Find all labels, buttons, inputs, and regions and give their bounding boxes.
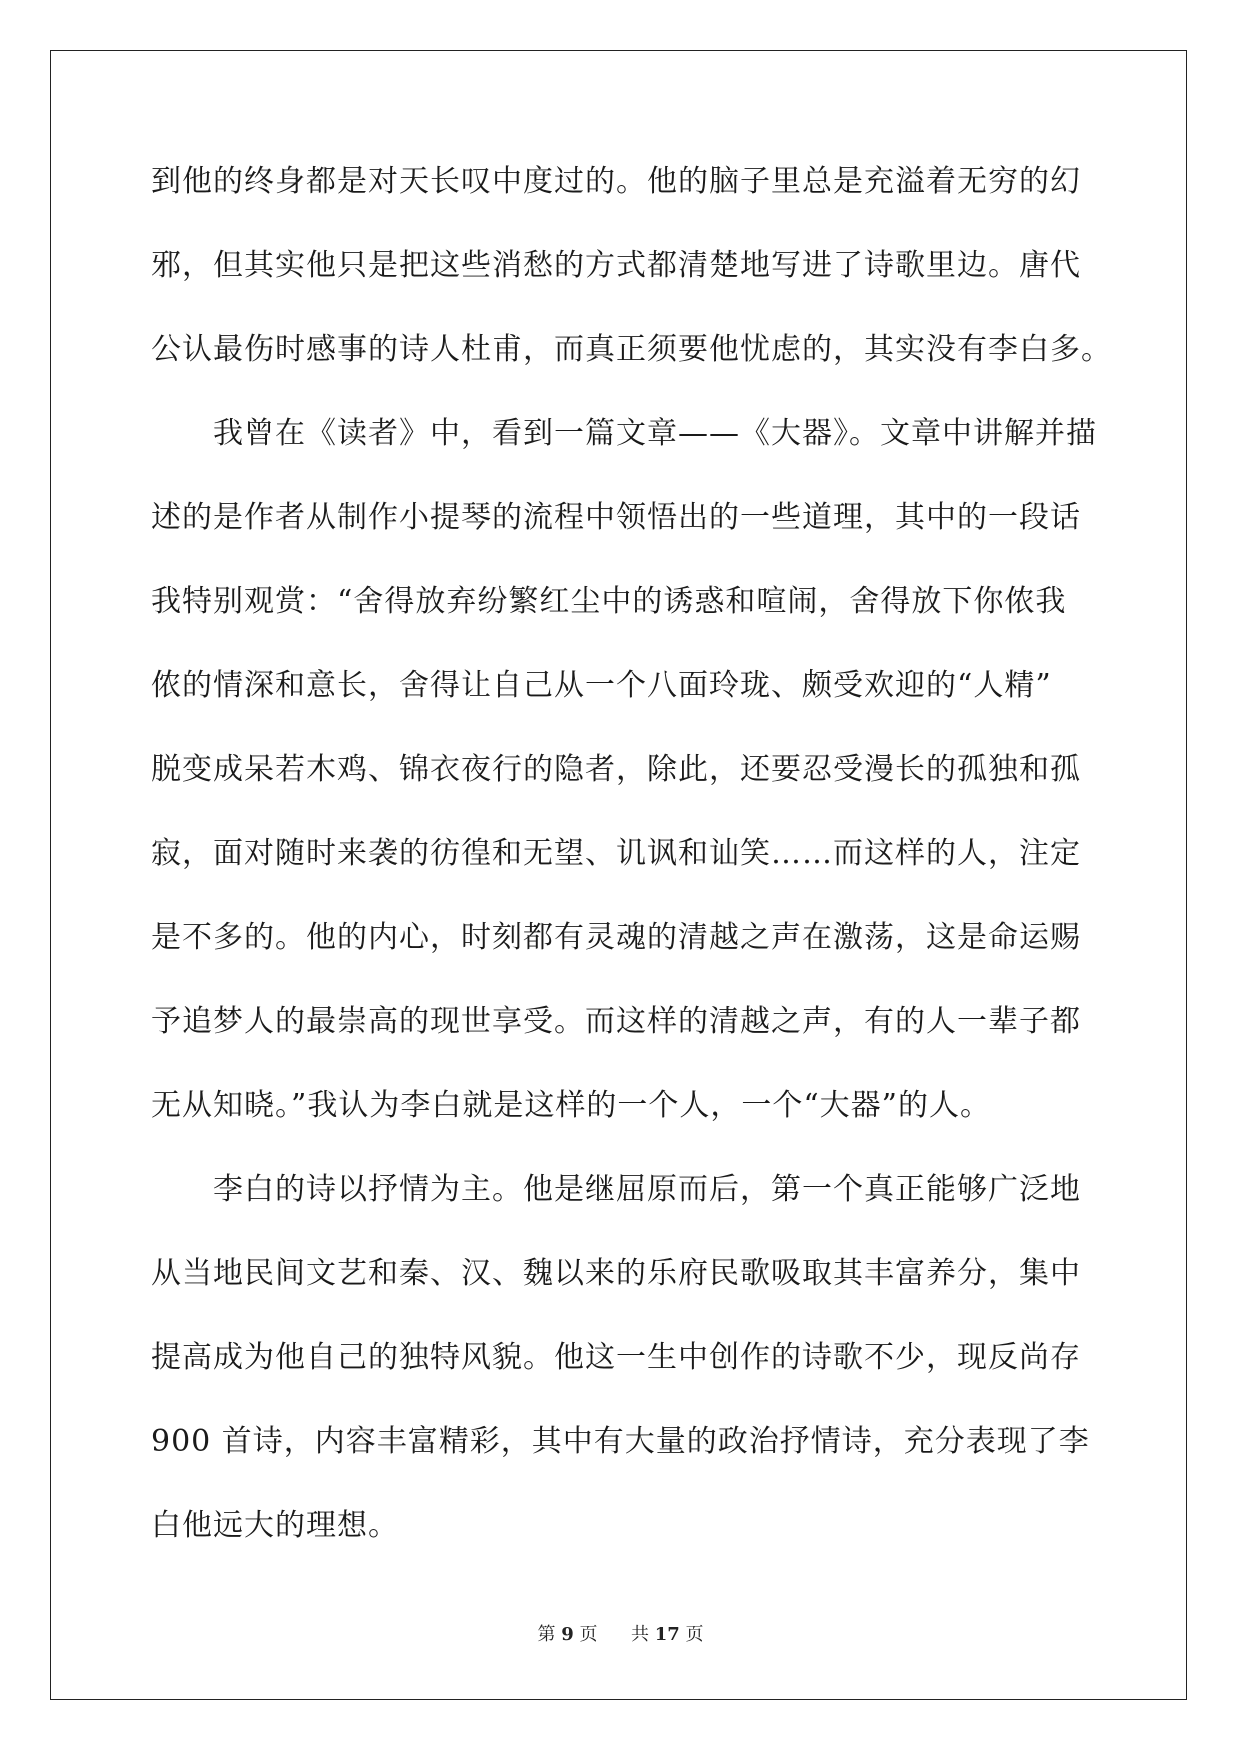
text-line: 是不多的。他的内心，时刻都有灵魂的清越之声在激荡，这是命运赐 (151, 920, 1081, 955)
text-line: 公认最伤时感事的诗人杜甫，而真正须要他忧虑的，其实没有李白多。 (151, 332, 1112, 367)
text-line: 述的是作者从制作小提琴的流程中领悟出的一些道理，其中的一段话 (151, 500, 1081, 535)
paragraph-1 (151, 160, 1112, 412)
page-suffix: 页 (579, 1624, 598, 1645)
text-line: 提高成为他自己的独特风貌。他这一生中创作的诗歌不少，现反尚存 (151, 1340, 1081, 1375)
text-line: 我特别观赏：“舍得放弃纷繁红尘中的诱惑和喧闹，舍得放下你侬我 (151, 584, 1067, 619)
page-number: 9 (561, 1624, 574, 1645)
text-line: 寂，面对随时来袭的彷徨和无望、讥讽和讪笑……而这样的人，注定 (151, 836, 1081, 871)
text-line: 900 首诗，内容丰富精彩，其中有大量的政治抒情诗，充分表现了李 (151, 1424, 1090, 1459)
page-footer (0, 1620, 1241, 1646)
text-line: 从当地民间文艺和秦、汉、魏以来的乐府民歌吸取其丰富养分，集中 (151, 1256, 1081, 1291)
text-line: 到他的终身都是对天长叹中度过的。他的脑子里总是充溢着无穷的幻 (151, 164, 1081, 199)
document-body (151, 160, 1112, 1588)
text-line: 李白的诗以抒情为主。他是继屈原而后，第一个真正能够广泛地 (213, 1172, 1081, 1207)
text-line: 予追梦人的最崇高的现世享受。而这样的清越之声，有的人一辈子都 (151, 1004, 1081, 1039)
text-line: 侬的情深和意长，舍得让自己从一个八面玲珑、颇受欢迎的“人精” (151, 668, 1052, 703)
total-suffix: 页 (685, 1624, 704, 1645)
paragraph-2 (151, 412, 1097, 1168)
text-line: 白他远大的理想。 (151, 1508, 399, 1543)
total-prefix: 共 (630, 1624, 649, 1645)
text-line: 我曾在《读者》中，看到一篇文章——《大器》。文章中讲解并描 (213, 416, 1097, 451)
total-pages: 17 (654, 1624, 680, 1645)
paragraph-3 (151, 1168, 1091, 1588)
text-line: 脱变成呆若木鸡、锦衣夜行的隐者，除此，还要忍受漫长的孤独和孤 (151, 752, 1081, 787)
text-line: 邪，但其实他只是把这些消愁的方式都清楚地写进了诗歌里边。唐代 (151, 248, 1081, 283)
page-prefix: 第 (537, 1624, 556, 1645)
text-line: 无从知晓。”我认为李白就是这样的一个人，一个“大器”的人。 (151, 1088, 992, 1123)
